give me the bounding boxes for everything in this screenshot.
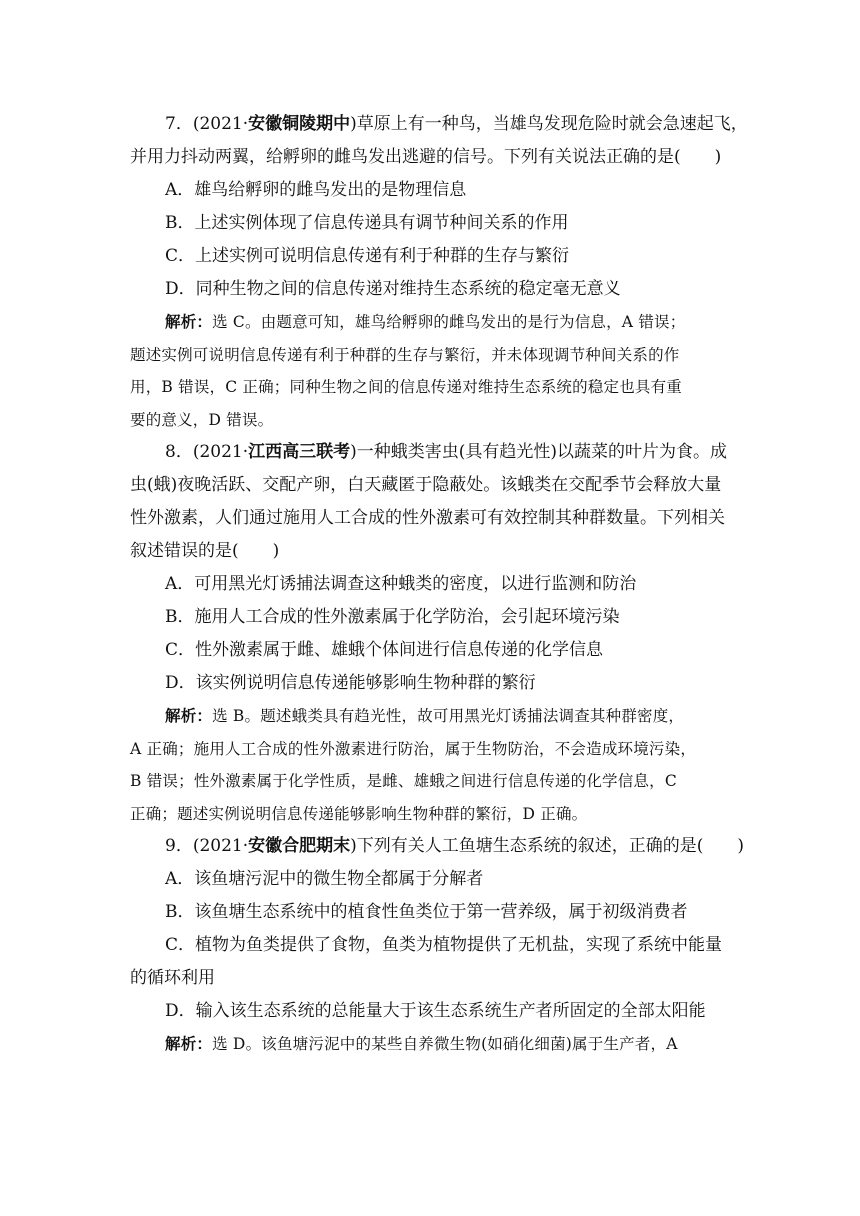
question-stem (130, 108, 748, 141)
source-name: 江西高三联考 (248, 442, 351, 462)
stem-text: 并用力抖动两翼，给孵卵的雌鸟发出逃避的信号。下列有关说法正确的是( ) (130, 147, 722, 167)
option-b: B．施用人工合成的性外激素属于化学防治，会引起环境污染 (165, 607, 620, 627)
stem-text: 虫(蛾)夜晚活跃、交配产卵，白天藏匿于隐蔽处。该蛾类在交配季节会释放大量 (130, 475, 722, 495)
explanation-label: 解析： (165, 313, 213, 331)
source-close: ) (350, 114, 357, 134)
option-c: C．性外激素属于雌、雄蛾个体间进行信息传递的化学信息 (165, 640, 604, 660)
explanation-label: 解析： (165, 707, 213, 725)
question-number: 9． (165, 836, 193, 856)
stem-text: 草原上有一种鸟，当雄鸟发现危险时就会急速起飞， (356, 114, 748, 134)
question-number: 8． (165, 442, 193, 462)
stem-text: 一种蛾类害虫(具有趋光性)以蔬菜的叶片为食。成 (356, 442, 728, 462)
explanation-line (130, 1028, 730, 1061)
source-close: ) (350, 442, 357, 462)
stem-text: 性外激素，人们通过施用人工合成的性外激素可有效控制其种群数量。下列相关 (130, 508, 725, 528)
explanation-line (130, 306, 730, 339)
option-d: D．同种生物之间的信息传递对维持生态系统的稳定毫无意义 (165, 279, 621, 299)
source-open: (2021· (192, 836, 249, 856)
source-open: (2021· (192, 114, 249, 134)
option-d: D．该实例说明信息传递能够影响生物种群的繁衍 (165, 673, 536, 693)
option-b: B．该鱼塘生态系统中的植食性鱼类位于第一营养级，属于初级消费者 (165, 902, 688, 922)
option-a: A．可用黑光灯诱捕法调查这种蛾类的密度，以进行监测和防治 (165, 574, 637, 594)
stem-text: 下列有关人工鱼塘生态系统的叙述，正确的是( ) (356, 836, 745, 856)
explanation-text: 选 C。由题意可知，雄鸟给孵卵的雌鸟发出的是行为信息，A 错误； (212, 313, 686, 331)
option-b: B．上述实例体现了信息传递具有调节种间关系的作用 (165, 213, 569, 233)
explanation-label: 解析： (165, 1035, 213, 1053)
question-8 (130, 436, 730, 830)
source-open: (2021· (192, 442, 249, 462)
explanation-line (130, 700, 730, 733)
option-a: A．雄鸟给孵卵的雌鸟发出的是物理信息 (165, 180, 467, 200)
source-close: ) (350, 836, 357, 856)
option-c: C．上述实例可说明信息传递有利于种群的生存与繁衍 (165, 246, 570, 266)
explanation-line: B 错误；性外激素属于化学性质，是雌、雄蛾之间进行信息传递的化学信息，C (130, 772, 677, 790)
stem-text: 叙述错误的是( ) (130, 541, 280, 561)
explanation-text: 选 B。题述蛾类具有趋光性，故可用黑光灯诱捕法调查其种群密度， (212, 707, 685, 725)
option-c-continued: 的循环利用 (130, 968, 215, 988)
explanation-text: 选 D。该鱼塘污泥中的某些自养微生物(如硝化细菌)属于生产者，A (212, 1035, 678, 1053)
option-a: A．该鱼塘污泥中的微生物全都属于分解者 (165, 869, 484, 889)
source-name: 安徽铜陵期中 (248, 114, 351, 134)
option-c: C．植物为鱼类提供了食物，鱼类为植物提供了无机盐，实现了系统中能量 (165, 935, 723, 955)
question-number: 7． (165, 114, 193, 134)
explanation-line: A 正确；施用人工合成的性外激素进行防治，属于生物防治，不会造成环境污染， (130, 739, 697, 758)
source-name: 安徽合肥期末 (248, 836, 351, 856)
option-d: D．输入该生态系统的总能量大于该生态系统生产者所固定的全部太阳能 (165, 1001, 706, 1021)
document-page (130, 108, 748, 1061)
explanation-line: 题述实例可说明信息传递有利于种群的生存与繁衍，并未体现调节种间关系的作 (130, 345, 680, 364)
explanation-line: 正确；题述实例说明信息传递能够影响生物种群的繁衍，D 正确。 (130, 804, 588, 823)
question-stem (130, 830, 745, 863)
question-9 (130, 830, 745, 1061)
question-stem (130, 436, 730, 469)
explanation-line: 要的意义，D 错误。 (130, 410, 274, 429)
question-7 (130, 108, 748, 436)
explanation-line: 用，B 错误，C 正确；同种生物之间的信息传递对维持生态系统的稳定也具有重 (130, 378, 683, 396)
